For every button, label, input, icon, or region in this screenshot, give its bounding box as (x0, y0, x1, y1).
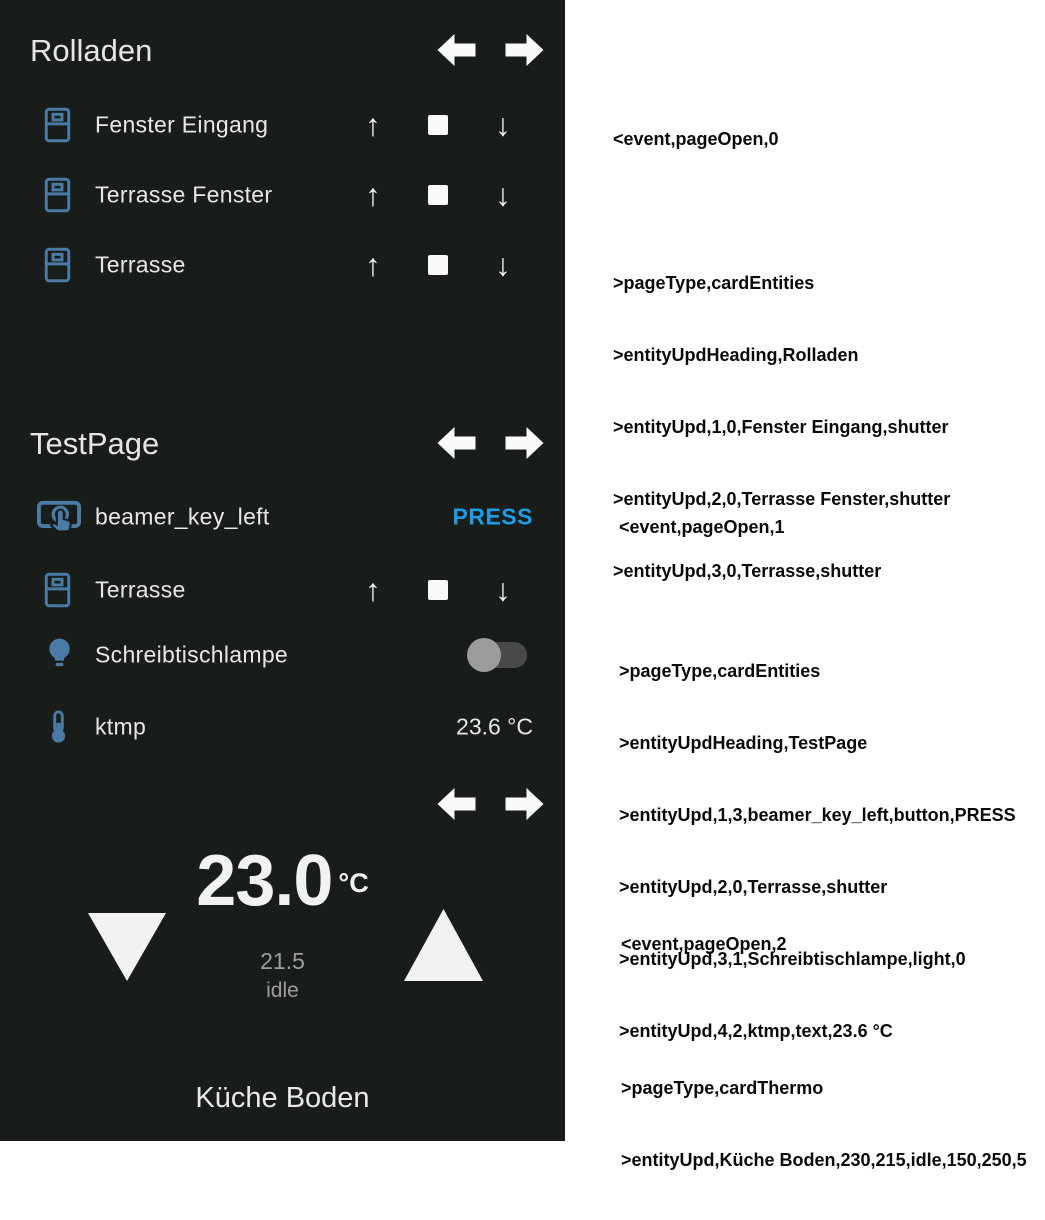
blank-line (619, 587, 1016, 611)
shutter-icon (44, 247, 71, 284)
nav-left-arrow-button[interactable] (436, 787, 477, 821)
toggle-knob (467, 638, 501, 672)
entity-row-terrasse (0, 240, 565, 290)
shutter-stop-button[interactable] (428, 580, 448, 600)
shutter-stop-button[interactable] (428, 115, 448, 135)
card-thermo-nav (436, 787, 545, 821)
entity-label: beamer_key_left (95, 503, 270, 530)
shutter-stop-button[interactable] (428, 185, 448, 205)
entity-row-terrasse-2 (0, 565, 565, 615)
current-temperature-value: 23.0 (196, 841, 333, 921)
thermostat-title: Küche Boden (195, 1082, 370, 1114)
shutter-down-button[interactable]: ↓ (495, 247, 511, 283)
nav-left-arrow-button[interactable] (436, 33, 477, 67)
shutter-icon (44, 177, 71, 214)
shutter-up-button[interactable]: ↑ (365, 247, 381, 283)
entity-label: Fenster Eingang (95, 111, 269, 138)
entity-label: ktmp (95, 713, 147, 740)
shutter-stop-button[interactable] (428, 255, 448, 275)
nav-left-arrow-button[interactable] (436, 426, 477, 460)
shutter-up-button[interactable]: ↑ (365, 107, 381, 143)
entity-row-fenster-eingang (0, 100, 565, 150)
protocol-line: >entityUpd,3,0,Terrasse,shutter (613, 561, 882, 581)
shutter-down-button[interactable]: ↓ (495, 177, 511, 213)
shutter-down-button[interactable]: ↓ (495, 572, 511, 608)
press-button[interactable]: PRESS (452, 503, 533, 530)
nav-right-arrow-button[interactable] (504, 426, 545, 460)
protocol-line: >entityUpd,4,2,ktmp,text,23.6 °C (619, 1021, 893, 1041)
light-toggle[interactable] (469, 641, 527, 669)
card-testpage-title: TestPage (30, 426, 160, 461)
protocol-event-line: <event,pageOpen,1 (619, 517, 785, 537)
entity-label: Schreibtischlampe (95, 641, 289, 668)
thermometer-icon (48, 710, 69, 744)
card-rolladen-nav (436, 33, 545, 67)
protocol-block-page2 (621, 884, 1027, 1220)
entity-row-beamer-key-left (0, 492, 565, 542)
nav-right-arrow-button[interactable] (504, 787, 545, 821)
button-press-icon (37, 498, 81, 537)
protocol-line: >entityUpd,1,0,Fenster Eingang,shutter (613, 417, 949, 437)
protocol-line: >pageType,cardEntities (613, 273, 815, 293)
protocol-event-line: <event,pageOpen,2 (621, 934, 787, 954)
shutter-icon (44, 572, 71, 609)
light-bulb-icon (46, 637, 73, 673)
protocol-line: >entityUpd,1,3,beamer_key_left,button,PRESS (619, 805, 1016, 825)
hvac-state: idle (266, 979, 299, 1002)
blank-line (621, 1004, 1027, 1028)
entity-label: Terrasse (95, 251, 186, 278)
protocol-line: >entityUpd,Küche Boden,230,215,idle,150,250,5 (621, 1150, 1027, 1170)
card-rolladen-title: Rolladen (30, 33, 153, 68)
temperature-unit: °C (338, 868, 369, 898)
nav-right-arrow-button[interactable] (504, 33, 545, 67)
entity-row-terrasse-fenster (0, 170, 565, 220)
blank-line (613, 199, 950, 223)
entity-label: Terrasse Fenster (95, 181, 273, 208)
temperature-value: 23.6 °C (456, 713, 533, 740)
current-temperature (0, 843, 565, 919)
shutter-up-button[interactable]: ↑ (365, 177, 381, 213)
entity-row-ktmp (0, 702, 565, 752)
protocol-line: >entityUpd,3,1,Schreibtischlampe,light,0 (619, 949, 966, 969)
protocol-line: >entityUpdHeading,TestPage (619, 733, 868, 753)
protocol-log (565, 0, 1045, 1170)
card-testpage-nav (436, 426, 545, 460)
protocol-line: >entityUpd,2,0,Terrasse Fenster,shutter (613, 489, 951, 509)
shutter-down-button[interactable]: ↓ (495, 107, 511, 143)
shutter-icon (44, 107, 71, 144)
protocol-line: >entityUpd,2,0,Terrasse,shutter (619, 877, 888, 897)
protocol-line: >pageType,cardEntities (619, 661, 821, 681)
target-temperature: 21.5 (260, 948, 305, 974)
protocol-event-line: <event,pageOpen,0 (613, 129, 779, 149)
entity-row-schreibtischlampe (0, 630, 565, 680)
protocol-line: >pageType,cardThermo (621, 1078, 824, 1098)
shutter-up-button[interactable]: ↑ (365, 572, 381, 608)
entity-label: Terrasse (95, 576, 186, 603)
protocol-line: >entityUpdHeading,Rolladen (613, 345, 859, 365)
